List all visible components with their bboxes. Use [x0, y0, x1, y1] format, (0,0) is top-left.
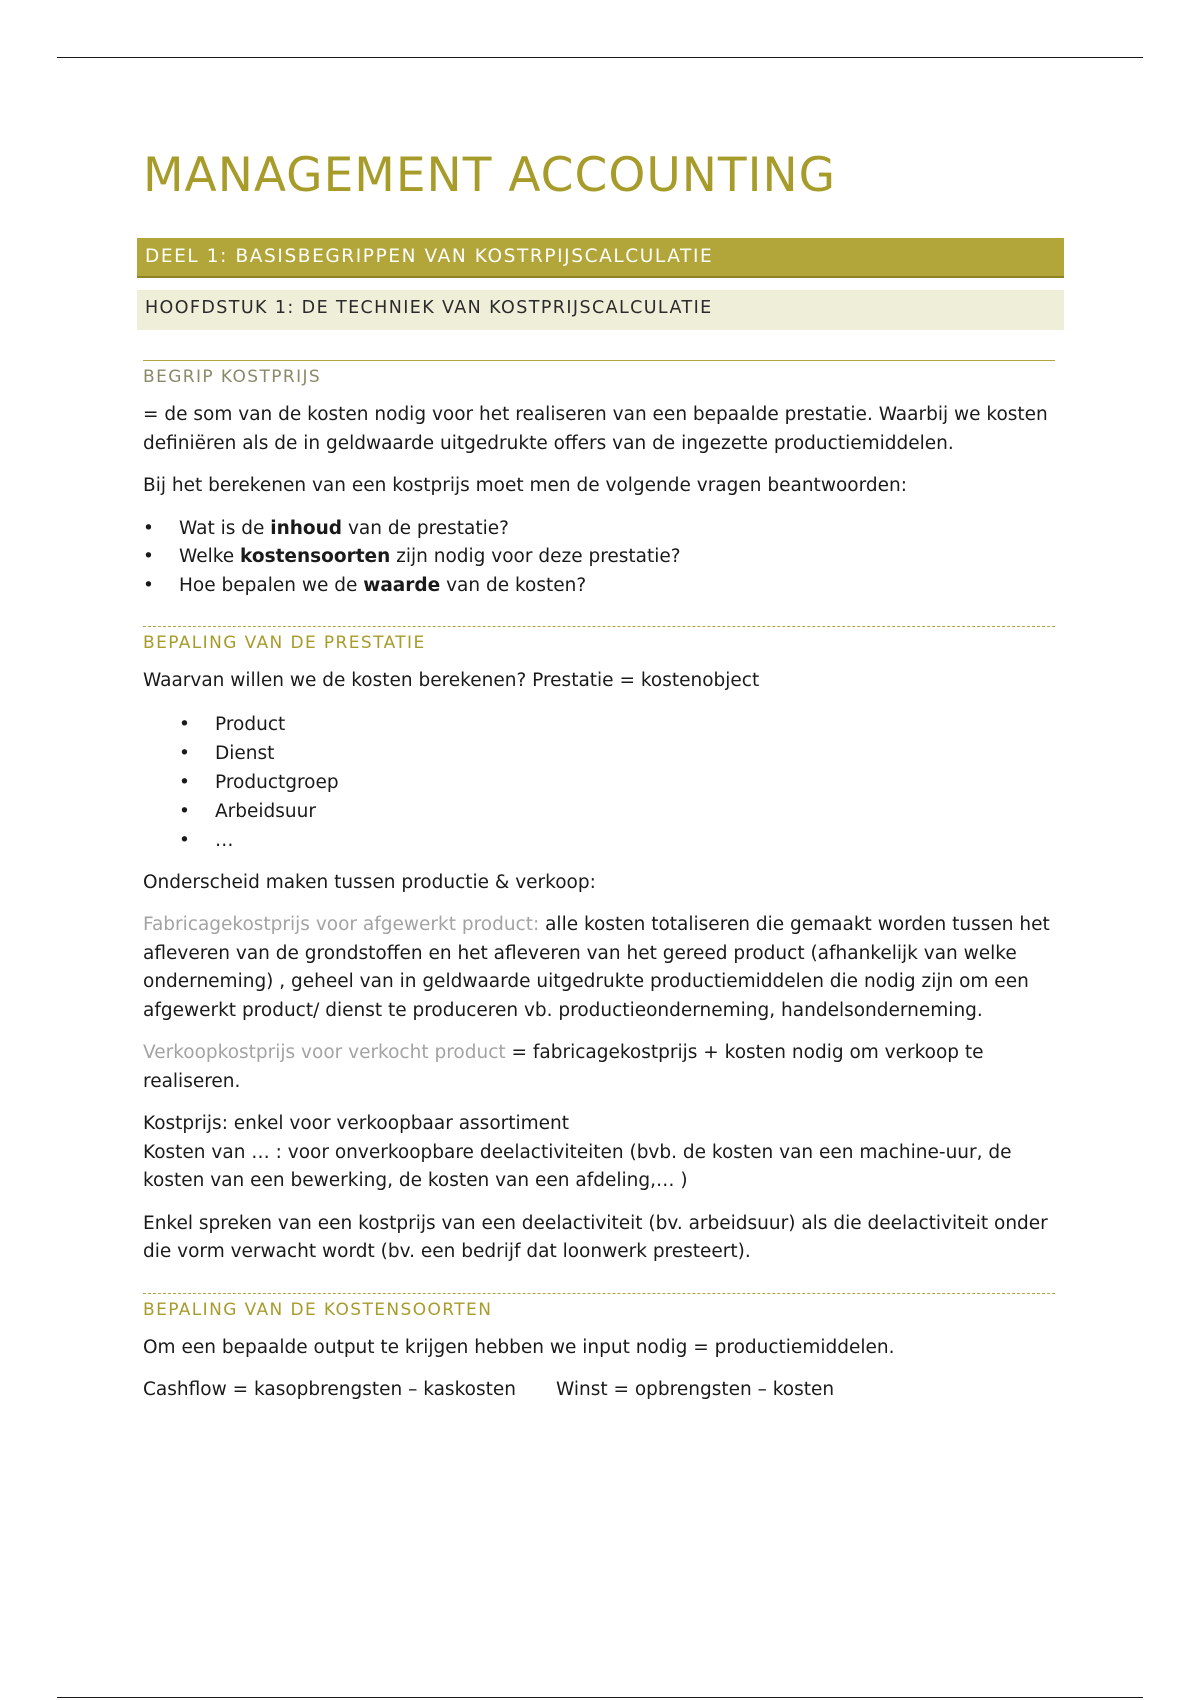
- part-heading: DEEL 1: BASISBEGRIPPEN VAN KOSTRPIJSCALCULATIE: [137, 238, 1064, 278]
- list-item: • Hoe bepalen we de waarde van de kosten?: [143, 572, 1055, 601]
- verkoop-paragraph: Verkoopkostprijs voor verkocht product = fabricagekostprijs + kosten nodig om verkoop te realiseren.: [143, 1042, 984, 1092]
- document-page: [143, 140, 1055, 1404]
- list-item: • Product: [143, 710, 1055, 739]
- list-item: • Arbeidsuur: [143, 797, 1055, 826]
- deelactiviteit-paragraph: Enkel spreken van een kostprijs van een deelactiviteit (bv. arbeidsuur) als die deelactiviteit onder die vorm verwacht wordt (bv. een bedrijf dat loonwerk presteert).: [143, 1212, 1048, 1262]
- section-heading-kostprijs: BEGRIP KOSTPRIJS: [143, 360, 1055, 387]
- kostensoorten-intro: Om een bepaalde output te krijgen hebben we input nodig = productiemiddelen.: [143, 1336, 895, 1358]
- top-rule: [57, 57, 1143, 58]
- section-heading-kostensoorten: BEPALING VAN DE KOSTENSOORTEN: [143, 1293, 1055, 1320]
- list-item: • Welke kostensoorten zijn nodig voor deze prestatie?: [143, 543, 1055, 572]
- formula-row: [143, 1376, 1055, 1404]
- winst-formula: Winst = opbrengsten – kosten: [555, 1379, 835, 1400]
- prestatie-intro: Waarvan willen we de kosten berekenen? Prestatie = kostenobject: [143, 670, 760, 691]
- bottom-rule: [57, 1697, 1143, 1698]
- kostprijs-line: Kostprijs: enkel voor verkoopbaar assortiment: [143, 1113, 570, 1134]
- kostenobject-list: [143, 710, 1055, 855]
- fabricage-paragraph: Fabricagekostprijs voor afgewerkt product: alle kosten totaliseren die gemaakt worden tussen het afleveren van de grondstoffen en het afleveren van het gereed product (afhankelijk van welke onderneming) , geheel van in geldwaarde uitgedrukte productiemiddelen die nodig zijn om een afgewerkt product/ dienst te produceren vb. productieonderneming, handelsonderneming.: [143, 914, 1050, 1021]
- definition-paragraph: = de som van de kosten nodig voor het realiseren van een bepaalde prestatie. Waarbij we kosten definiëren als de in geldwaarde uitgedrukte offers van de ingezette productiemiddelen.: [143, 404, 1048, 454]
- fabricage-term: Fabricagekostprijs voor afgewerkt product:: [143, 914, 540, 935]
- document-title: MANAGEMENT ACCOUNTING: [143, 148, 837, 203]
- kosten-van-line: Kosten van … : voor onverkoopbare deelactiviteiten (bvb. de kosten van een machine-uur, de kosten van een bewerking, de kosten van een afdeling,… ): [143, 1141, 1012, 1191]
- list-item: • Productgroep: [143, 768, 1055, 797]
- questions-intro: Bij het berekenen van een kostprijs moet men de volgende vragen beantwoorden:: [143, 475, 907, 496]
- list-item: • …: [143, 826, 1055, 855]
- list-item: • Wat is de inhoud van de prestatie?: [143, 515, 1055, 544]
- section-heading-prestatie: BEPALING VAN DE PRESTATIE: [143, 626, 1055, 653]
- chapter-heading: HOOFDSTUK 1: DE TECHNIEK VAN KOSTPRIJSCALCULATIE: [137, 290, 1064, 330]
- cashflow-formula: Cashflow = kasopbrengsten – kaskosten: [143, 1379, 516, 1400]
- list-item: • Dienst: [143, 739, 1055, 768]
- verkoop-term: Verkoopkostprijs voor verkocht product: [143, 1042, 506, 1063]
- distinction-paragraph: Onderscheid maken tussen productie & verkoop:: [143, 871, 596, 893]
- questions-list: [143, 515, 1055, 601]
